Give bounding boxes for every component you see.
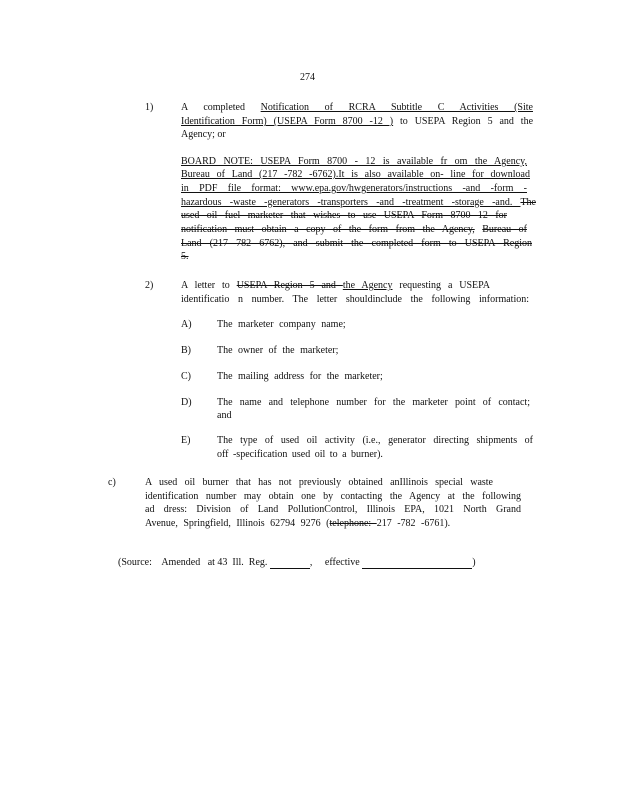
- source-effective-text: , effective: [309, 557, 360, 568]
- subitem-e-line-2: off -specification used oil to a burner).: [217, 449, 383, 460]
- item-1-line-1-text: A completed: [181, 102, 261, 113]
- item-c-line-2: identification number may obtain one by contacting the Agency at the following: [145, 491, 521, 502]
- item-2-line-1-text: A letter to: [181, 280, 237, 291]
- board-note-line-4-struck: The: [520, 197, 536, 208]
- board-note-label: BOARD NOTE:: [181, 156, 261, 167]
- item-c-address-text: Avenue, Springfield, Illinois 62794 9276 (: [145, 518, 330, 529]
- effective-date-blank: [362, 558, 472, 569]
- item-2-line-2: identificatio n number. The letter shouldinclude the following information:: [181, 294, 529, 305]
- item-2-marker: 2): [145, 280, 154, 291]
- item-1-line-2-text: to USEPA Region 5 and the: [400, 116, 534, 127]
- source-text: (Source: Amended at 43 Ill. Reg.: [118, 557, 268, 568]
- board-note-line-4-text: hazardous -waste -generators -transporters -and -treatment -storage -and.: [181, 197, 521, 208]
- item-2-line-1: [181, 280, 490, 292]
- board-note-line-7: Land (217 782 6762), and submit the completed form to USEPA Region: [181, 238, 532, 249]
- subitem-c-text: The mailing address for the marketer;: [217, 371, 383, 382]
- item-c-struck-telephone: telephone:: [329, 518, 377, 529]
- subitem-c-marker: C): [181, 371, 191, 382]
- board-note-line-8: 5.: [181, 251, 189, 262]
- register-page-blank: [270, 558, 310, 569]
- board-note-line-6-struck: notification must obtain a copy of the form from the Agency,: [181, 224, 475, 235]
- source-line: [108, 545, 476, 581]
- item-2-inserted-text: the Agency: [342, 280, 393, 291]
- notification-form-title: Notification of RCRA Subtitle C Activities (Site: [260, 102, 533, 113]
- subitem-a-text: The marketer company name;: [217, 319, 346, 330]
- subitem-b-marker: B): [181, 345, 191, 356]
- board-note-line-4: [181, 197, 536, 209]
- item-c-marker: c): [108, 477, 116, 488]
- item-1-line-1: [181, 102, 533, 114]
- subitem-d-line-1: The name and telephone number for the marketer point of contact;: [217, 397, 530, 408]
- subitem-b-text: The owner of the marketer;: [217, 345, 339, 356]
- item-1-marker: 1): [145, 102, 154, 113]
- item-2-struck-text: USEPA Region 5 and: [236, 280, 343, 291]
- board-note-line-1-text: USEPA Form 8700 - 12 is available fr om the Agency,: [260, 156, 527, 167]
- item-c-phone: 217 -782 -6761).: [376, 518, 451, 529]
- source-close-paren: ): [472, 557, 476, 568]
- board-note-line-6: [181, 224, 527, 236]
- subitem-a-marker: A): [181, 319, 192, 330]
- item-1-line-2: [181, 116, 533, 128]
- subitem-d-line-2: and: [217, 410, 232, 421]
- item-1-line-3: Agency; or: [181, 129, 226, 140]
- subitem-e-marker: E): [181, 435, 191, 446]
- board-note-line-3: in PDF file format: www.epa.gov/hwgenerators/instructions -and -form -: [181, 183, 527, 194]
- board-note-line-6-bureau: Bureau of: [482, 224, 527, 235]
- subitem-d-marker: D): [181, 397, 192, 408]
- board-note-line-2: Bureau of Land (217 -782 -6762).It is also available on- line for download: [181, 169, 530, 180]
- item-c-line-4: [145, 518, 450, 530]
- page-number: 274: [300, 72, 315, 83]
- notification-form-title-cont: Identification Form) (USEPA Form 8700 -12 ): [181, 116, 394, 127]
- board-note-line-1: [181, 156, 527, 168]
- item-c-line-3: ad dress: Division of Land PollutionControl, Illinois EPA, 1021 North Grand: [145, 504, 521, 515]
- item-c-line-1: A used oil burner that has not previously obtained anIllinois special waste: [145, 477, 493, 488]
- board-note-line-5: used oil fuel marketer that wishes to use USEPA Form 8700 12 for: [181, 210, 507, 221]
- subitem-e-line-1: The type of used oil activity (i.e., generator directing shipments of: [217, 435, 533, 446]
- item-2-line-1-rest: requesting a USEPA: [399, 280, 491, 291]
